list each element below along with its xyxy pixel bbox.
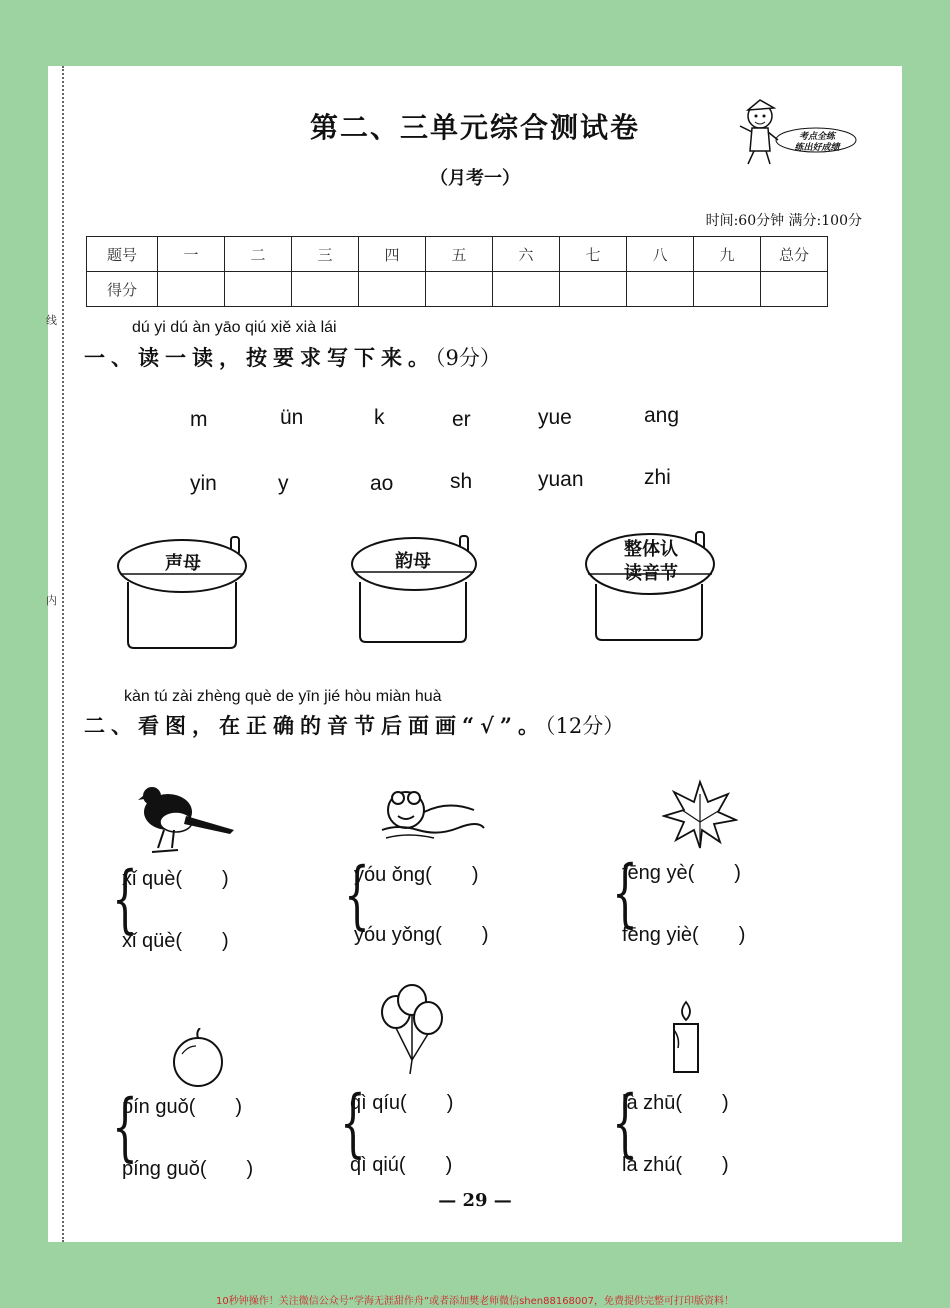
pot-label: 韵母: [395, 551, 431, 572]
score-column-label: 一: [158, 237, 225, 272]
mascot-badge: [730, 96, 860, 180]
side-mark: 内: [46, 594, 57, 607]
score-column-label: 七: [560, 237, 627, 272]
pinyin-letter: yuan: [538, 468, 584, 491]
answer-option[interactable]: là zhú( ): [622, 1154, 729, 1176]
score-column-label: 八: [627, 237, 694, 272]
side-mark: 线: [46, 314, 57, 327]
answer-option[interactable]: fēng yè( ): [622, 862, 741, 884]
score-column-label: 四: [359, 237, 426, 272]
pinyin-letter: y: [278, 472, 289, 495]
answer-option[interactable]: pín guǒ( ): [122, 1096, 243, 1118]
score-column-label: 总分: [761, 237, 828, 272]
pinyin-letter: m: [190, 408, 208, 431]
answer-option[interactable]: yóu yǒng( ): [354, 924, 489, 946]
section2-heading-text: 二、看图，在正确的音节后面画“√”。: [84, 713, 545, 738]
score-table-header: 得分: [87, 272, 158, 307]
pinyin-letter: ao: [370, 472, 394, 495]
score-cell[interactable]: [292, 272, 359, 307]
leaf-icon: [662, 776, 738, 852]
page-subtitle: （月考一）: [430, 168, 520, 189]
page-number: — 29 —: [438, 1190, 512, 1211]
section1-points: （9分）: [435, 346, 501, 370]
section1-heading-text: 一、读一读，按要求写下来。: [84, 345, 435, 370]
candle-icon: [666, 998, 706, 1078]
score-cell[interactable]: [359, 272, 426, 307]
answer-option[interactable]: píng guǒ( ): [122, 1158, 254, 1180]
pinyin-letter: k: [374, 406, 385, 429]
score-table: [86, 236, 828, 307]
brace: {: [340, 1080, 366, 1166]
answer-option[interactable]: xǐ què( ): [122, 868, 229, 890]
answer-option[interactable]: là zhū( ): [622, 1092, 729, 1114]
mascot-caption: 考点全练: [798, 132, 835, 142]
score-cell[interactable]: [761, 272, 828, 307]
balloons-icon: [376, 984, 448, 1076]
section2-pinyin: kàn tú zài zhèng què de yīn jié hòu miàn huà: [124, 688, 442, 705]
pinyin-letter: ün: [280, 406, 304, 429]
pinyin-letter: sh: [450, 470, 473, 493]
swimmer-icon: [378, 784, 488, 848]
initials-pot[interactable]: [116, 534, 252, 658]
brace: {: [612, 850, 638, 936]
page-title: 第二、三单元综合测试卷: [309, 111, 640, 144]
score-cell[interactable]: [560, 272, 627, 307]
mascot-caption: 练出好成绩: [794, 143, 840, 153]
pinyin-letter: ang: [644, 404, 680, 427]
section1-pinyin: dú yi dú àn yāo qiú xiě xià lái: [132, 319, 337, 336]
brace: {: [344, 852, 370, 938]
brace: {: [112, 856, 138, 942]
magpie-icon: [138, 782, 238, 858]
whole-syllable-pot[interactable]: [584, 528, 720, 652]
answer-option[interactable]: qì qíu( ): [350, 1092, 454, 1114]
pinyin-letter: zhi: [644, 466, 671, 489]
section1-heading: [84, 342, 501, 372]
pinyin-letter: yin: [190, 472, 217, 495]
score-table-header: 题号: [87, 237, 158, 272]
worksheet-page: [48, 66, 902, 1242]
score-column-label: 九: [694, 237, 761, 272]
pot-label-line: 读音节: [624, 563, 678, 584]
score-column-label: 三: [292, 237, 359, 272]
score-cell[interactable]: [426, 272, 493, 307]
finals-pot[interactable]: [348, 534, 484, 658]
answer-option[interactable]: xǐ qüè( ): [122, 930, 229, 952]
pinyin-letter: er: [452, 408, 471, 431]
score-column-label: 二: [225, 237, 292, 272]
score-cell[interactable]: [225, 272, 292, 307]
score-cell[interactable]: [493, 272, 560, 307]
answer-option[interactable]: yóu ǒng( ): [354, 864, 479, 886]
pot-label-line: 整体认: [624, 539, 678, 560]
brace: {: [612, 1080, 638, 1166]
score-column-label: 五: [426, 237, 493, 272]
time-info: 时间:60分钟 满分:100分: [705, 213, 862, 229]
pot-label: 声母: [165, 553, 201, 574]
apple-icon: [166, 1028, 230, 1090]
binding-line: [62, 66, 64, 1242]
table-row: [87, 237, 828, 272]
section2-points: （12分）: [544, 714, 625, 738]
brace: {: [112, 1084, 138, 1170]
footer-note: 10秒钟操作！关注微信公众号“学海无涯甜作舟”或者添加樊老师微信shen88168007，免费提供完整可打印版资料！: [215, 1296, 735, 1307]
score-cell[interactable]: [627, 272, 694, 307]
score-column-label: 六: [493, 237, 560, 272]
score-cell[interactable]: [158, 272, 225, 307]
pinyin-letter: yue: [538, 406, 572, 429]
answer-option[interactable]: qì qiú( ): [350, 1154, 453, 1176]
table-row: [87, 272, 828, 307]
answer-option[interactable]: fēng yiè( ): [622, 924, 746, 946]
section2-heading: [84, 710, 624, 740]
score-cell[interactable]: [694, 272, 761, 307]
pot-label: [586, 538, 716, 586]
